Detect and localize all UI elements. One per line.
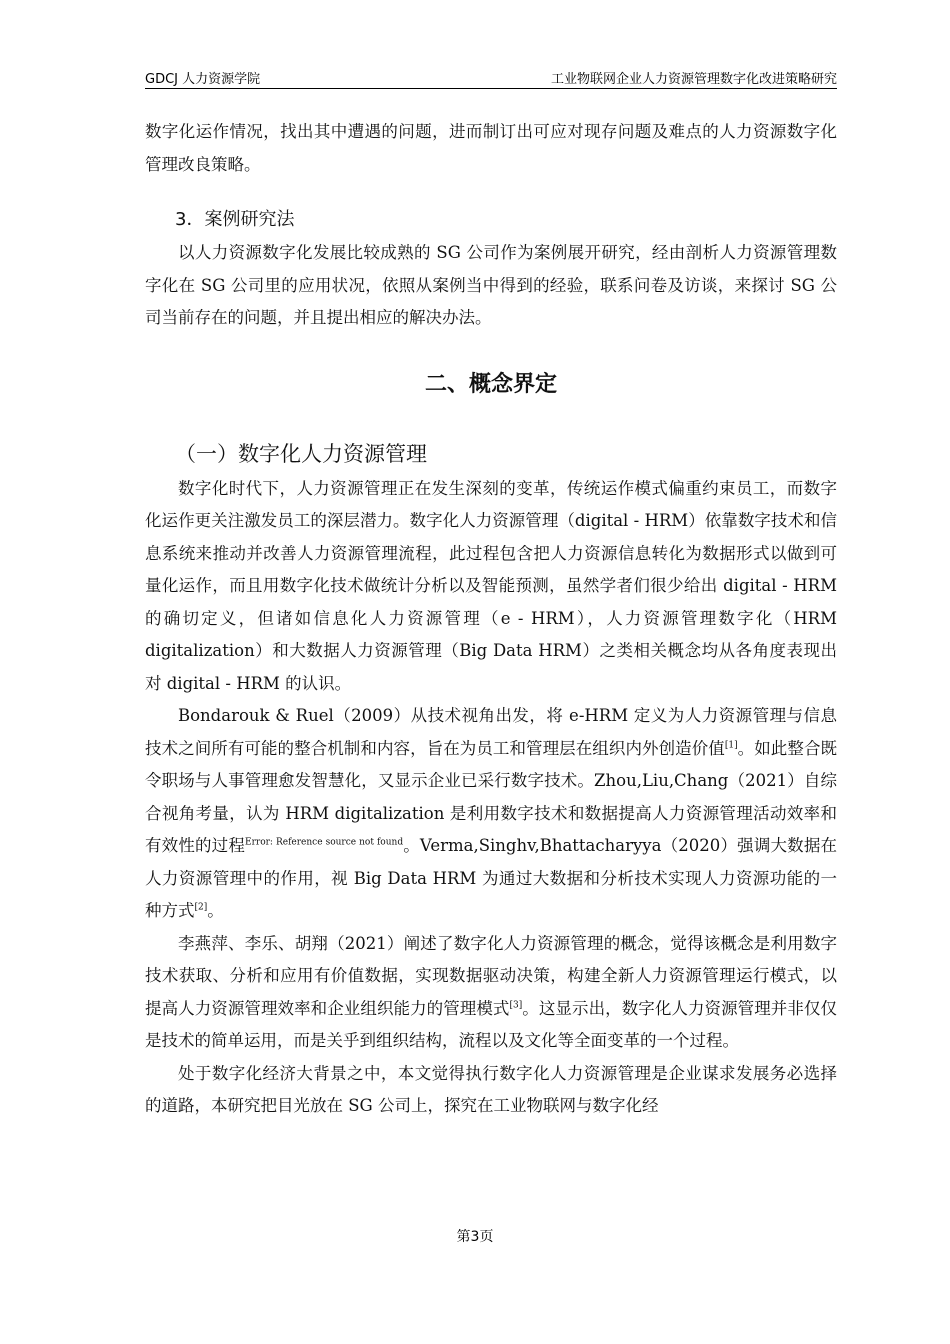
p2-text-a: Bondarouk & Ruel（2009）从技术视角出发，将 e-HRM 定义为人力资源管理与信息技术之间所有可能的整合机制和内容，旨在为员工和管理层在组织内外创造价值: [145, 706, 837, 758]
p3-text-b: 。这显示出，数字化人力资源管理并非仅仅是技术的简单运用，而是关乎到组织结构，流程以及文化等全面变革的一个过程。: [145, 998, 838, 1050]
page-header: [145, 66, 837, 89]
p2-text-c: 。Verma,Singhv,Bhattacharyya（2020）强调大数据在人力资源管理中的作用，视 Big Data HRM 为通过大数据和分析技术实现人力资源功能的一种方式: [145, 836, 837, 920]
header-institution: GDCJ 人力资源学院: [145, 72, 261, 87]
citation-2: [2]: [194, 902, 208, 913]
section1-paragraph-1: 数字化时代下，人力资源管理正在发生深刻的变革，传统运作模式偏重约束员工，而数字化运作更关注激发员工的深层潜力。数字化人力资源管理（digital - HRM）依靠数字技术和信息系统来推动并改善人力资源管理流程，此过程包含把人力资源信息转化为数据形式以做到可量化运作，而且用数字化技术做统计分析以及智能预测，虽然学者们很少给出 digital - HRM 的确切定义，但诸如信息化人力资源管理（e - HRM），人力资源管理数字化（HRM digitalization）和大数据人力资源管理（Big Data HRM）之类相关概念均从各角度表现出对 digital - HRM 的认识。: [145, 478, 837, 693]
page-body: [145, 116, 837, 1123]
method3-paragraph: 以人力资源数字化发展比较成熟的 SG 公司作为案例展开研究，经由剖析人力资源管理数字化在 SG 公司里的应用状况，依照从案例当中得到的经验，联系问卷及访谈，来探讨 SG 公司当前存在的问题，并且提出相应的解决办法。: [145, 243, 837, 327]
reference-error: Error: Reference source not found: [245, 837, 404, 848]
section1-title: （一）数字化人力资源管理: [175, 441, 427, 466]
page-number: 第3页: [456, 1229, 494, 1245]
continued-paragraph: 数字化运作情况，找出其中遭遇的问题，进而制订出可应对现存问题及难点的人力资源数字化管理改良策略。: [145, 122, 837, 174]
citation-1: [1]: [724, 740, 738, 750]
p3-text-a: 李燕萍、李乐、胡翔（2021）阐述了数字化人力资源管理的概念，觉得该概念是利用数字技术获取、分析和应用有价值数据，实现数据驱动决策，构建全新人力资源管理运行模式，以提高人力资源管理效率和企业组织能力的管理模式: [145, 933, 837, 1018]
section1-paragraph-3: [145, 928, 837, 1058]
section1-paragraph-4: 处于数字化经济大背景之中，本文觉得执行数字化人力资源管理是企业谋求发展务必选择的道路，本研究把目光放在 SG 公司上，探究在工业物联网与数字化经: [145, 1063, 837, 1115]
chapter-title: 二、概念界定: [424, 371, 557, 397]
method3-heading: 3．案例研究法: [175, 209, 295, 230]
p2-text-b: 。如此整合既令职场与人事管理愈发智慧化，又显示企业已采行数字技术。Zhou,Liu,Chang（2021）自综合视角考量，认为 HRM digitalization 是利用数字技术和数据提高人力资源管理活动效率和有效性的过程: [145, 738, 838, 855]
citation-3: [3]: [509, 1000, 523, 1010]
p2-text-d: 。: [207, 901, 224, 920]
section1-paragraph-2: [145, 700, 837, 928]
header-title: 工业物联网企业人力资源管理数字化改进策略研究: [550, 72, 837, 87]
